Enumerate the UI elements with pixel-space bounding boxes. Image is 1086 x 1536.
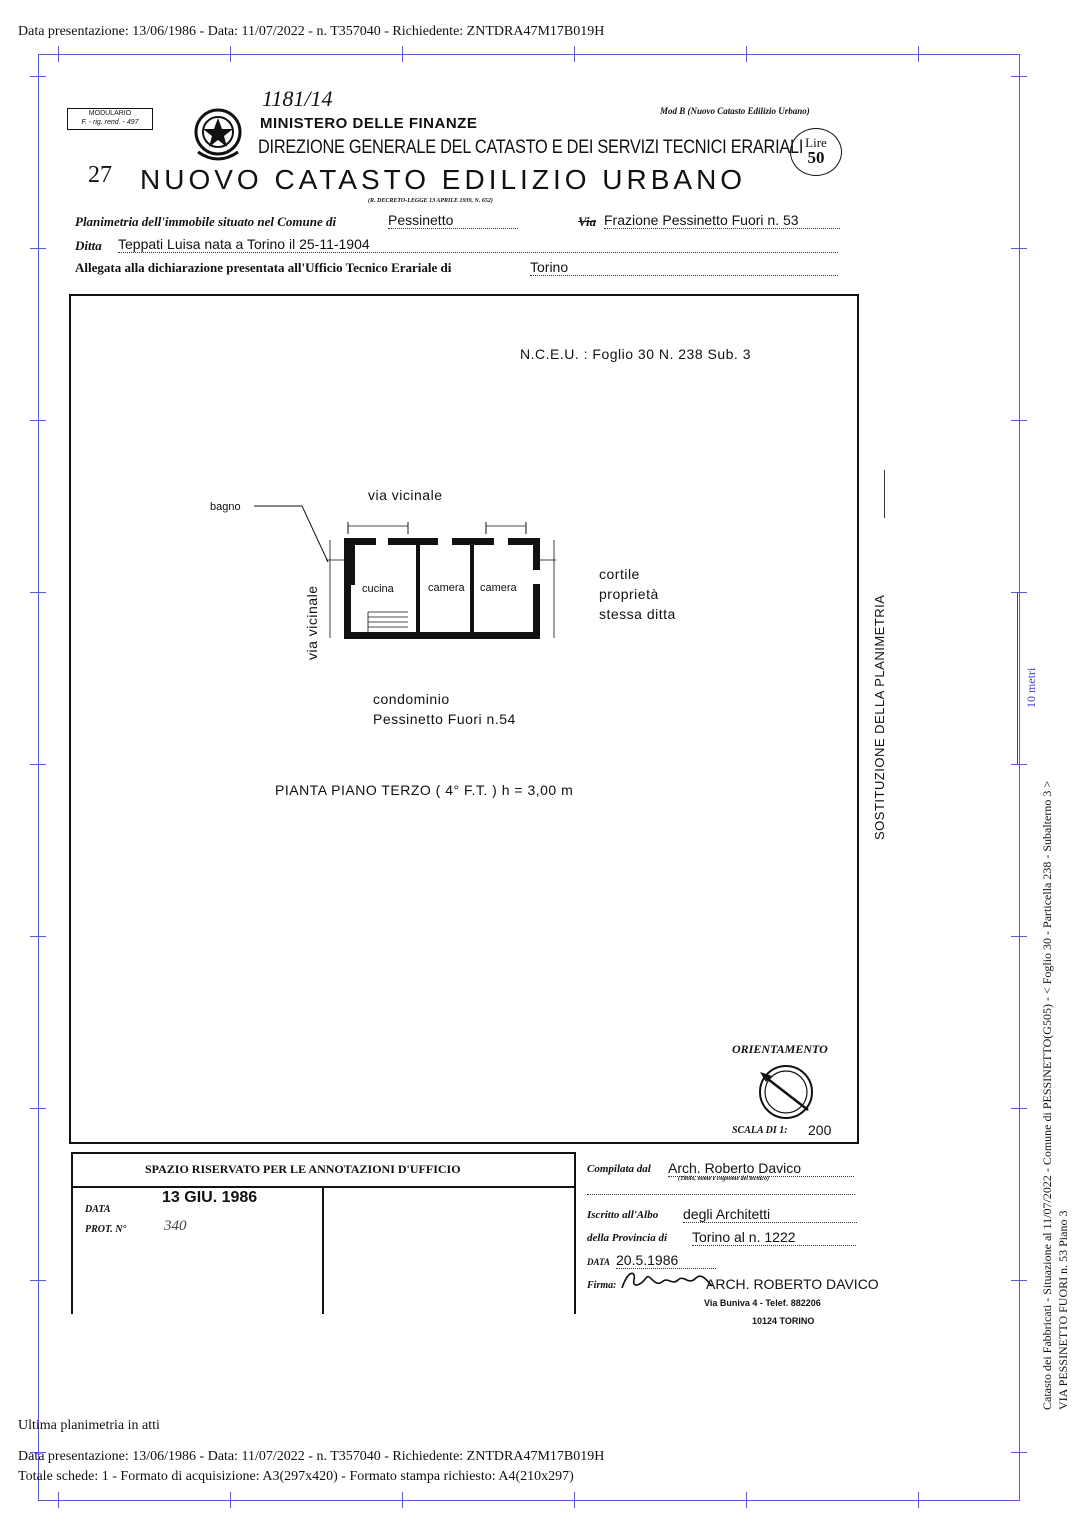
scala-value: 200 <box>808 1122 832 1138</box>
side-line2: VIA PESSINETTO FUORI n. 53 Piano 3 <box>1056 1210 1070 1410</box>
ditta-label: Ditta <box>75 238 102 253</box>
footer-line1: Data presentazione: 13/06/1986 - Data: 11/07/2022 - n. T357040 - Richiedente: ZNTDRA47M17B019H <box>18 1449 605 1464</box>
compilata-sub: (Titolo, nome e cognome del tecnico) <box>678 1176 770 1182</box>
provincia-label: della Provincia di <box>587 1232 668 1244</box>
comune-value: Pessinetto <box>388 212 518 229</box>
mod-label: Mod B (Nuovo Catasto Edilizio Urbano) <box>660 106 810 116</box>
side-line1: Catasto dei Fabbricati - Situazione al 11/07/2022 - Comune di PESSINETTO(G505) - < Foglio 30 - Particella 238 - Subalterno 3 > <box>1040 780 1054 1410</box>
cortile-line2: proprietà <box>599 586 659 602</box>
main-title: NUOVO CATASTO EDILIZIO URBANO <box>140 164 747 195</box>
pianta-label: PIANTA PIANO TERZO ( 4° F.T. ) h = 3,00 m <box>275 782 574 798</box>
scale-bar <box>1017 592 1018 764</box>
allegata-label: Allegata alla dichiarazione presentata all'Ufficio Tecnico Erariale di <box>75 260 452 275</box>
nceu-reference: N.C.E.U. : Foglio 30 N. 238 Sub. 3 <box>520 346 751 362</box>
compass-icon <box>756 1062 816 1122</box>
prot-value: 340 <box>164 1218 187 1234</box>
via-vicinale-top: via vicinale <box>368 487 443 503</box>
sheet-number: 27 <box>88 162 112 188</box>
iscritto-value: degli Architetti <box>683 1206 857 1223</box>
via-value: Frazione Pessinetto Fuori n. 53 <box>604 212 840 229</box>
ditta-value: Teppati Luisa nata a Torino il 25-11-1904 <box>118 236 838 253</box>
via-label: Via <box>578 214 597 229</box>
emblem-icon <box>192 104 244 164</box>
room-camera-1: camera <box>428 582 465 594</box>
frame-left <box>38 54 39 1500</box>
room-camera-2: camera <box>480 582 517 594</box>
scala-label: SCALA DI 1: <box>732 1125 788 1136</box>
planimetria-label: Planimetria dell'immobile situato nel Comune di <box>75 214 337 229</box>
via-vicinale-left: via vicinale <box>304 585 320 660</box>
stamp-lire: Lire 50 <box>790 128 842 176</box>
direction-title: DIREZIONE GENERALE DEL CATASTO E DEI SERVIZI TECNICI ERARIALI <box>258 137 804 158</box>
side-mark <box>884 470 885 518</box>
sostituzione-label: SOSTITUZIONE DELLA PLANIMETRIA <box>872 594 887 840</box>
data-label: DATA <box>85 1204 111 1215</box>
compilata-value: Arch. Roberto Davico <box>668 1160 854 1177</box>
address-line2: 10124 TORINO <box>752 1316 815 1326</box>
room-cucina: cucina <box>362 583 394 595</box>
address-line1: Via Buniva 4 - Telef. 882206 <box>704 1298 821 1308</box>
iscritto-label: Iscritto all'Albo <box>587 1209 659 1221</box>
scale-bar-label: 10 metri <box>1024 667 1038 708</box>
orientamento-label: ORIENTAMENTO <box>732 1042 828 1056</box>
cortile-line1: cortile <box>599 566 640 582</box>
frame-right <box>1019 54 1020 1500</box>
footer-line2: Totale schede: 1 - Formato di acquisizione: A3(297x420) - Formato stampa richiesto: A4(210x297) <box>18 1469 574 1484</box>
modulario-box: MODULARIO F. - rig. rend. - 497 <box>67 108 153 130</box>
signature <box>618 1266 714 1296</box>
condominio-line1: condominio <box>373 691 450 707</box>
ultima-planimetria: Ultima planimetria in atti <box>18 1418 160 1433</box>
bagno-label: bagno <box>210 501 241 513</box>
condominio-line2: Pessinetto Fuori n.54 <box>373 711 516 727</box>
cortile-line3: stessa ditta <box>599 606 676 622</box>
spazio-label: SPAZIO RISERVATO PER LE ANNOTAZIONI D'UFFICIO <box>145 1162 461 1176</box>
frame-bottom <box>38 1500 1020 1501</box>
provincia-value: Torino al n. 1222 <box>692 1229 856 1246</box>
decree-note: (R. DECRETO-LEGGE 13 APRILE 1939, N. 652) <box>368 198 493 204</box>
compilata-label: Compilata dal <box>587 1163 651 1175</box>
handwritten-number: 1181/14 <box>262 86 333 111</box>
data-stamp: 13 GIU. 1986 <box>162 1189 258 1206</box>
ufficio-value: Torino <box>530 259 838 276</box>
header-line: Data presentazione: 13/06/1986 - Data: 11/07/2022 - n. T357040 - Richiedente: ZNTDRA47M17B019H <box>18 24 605 39</box>
prot-label: PROT. N° <box>85 1224 127 1235</box>
firma-stamp: ARCH. ROBERTO DAVICO <box>706 1276 879 1292</box>
ministry-title: MINISTERO DELLE FINANZE <box>260 115 478 132</box>
data2-value: 20.5.1986 <box>616 1252 716 1269</box>
frame-top <box>38 54 1020 55</box>
data2-label: DATA <box>587 1257 611 1267</box>
firma-label: Firma: <box>587 1280 617 1291</box>
